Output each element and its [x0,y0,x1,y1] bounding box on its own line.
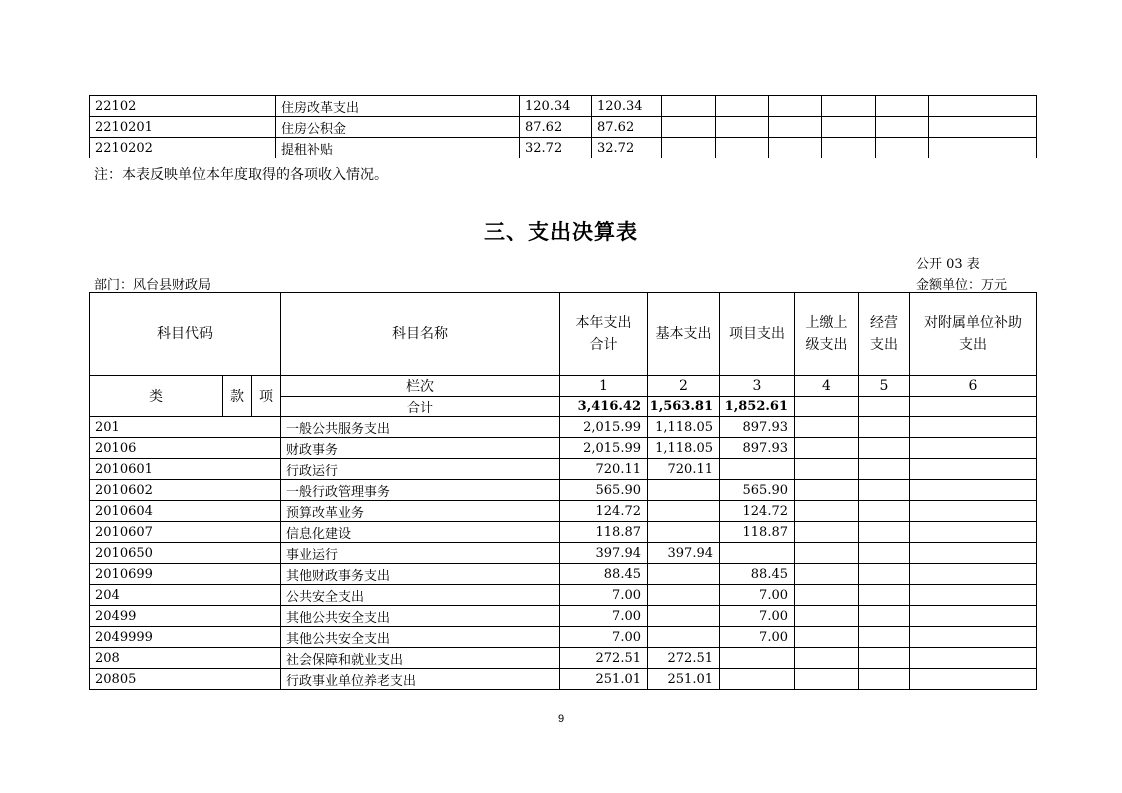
cell-empty [795,522,859,543]
cell-name: 事业运行 [281,543,560,564]
col-number-6: 6 [910,376,1037,397]
cell-empty [929,117,1037,138]
cell-value-2: 120.34 [592,96,662,117]
header-col1-line2: 合计 [589,337,618,353]
cell-empty [859,564,910,585]
col-number-5: 5 [859,376,910,397]
cell-code: 2210201 [90,117,276,138]
cell-value-1: 720.11 [560,459,648,480]
cell-empty [795,669,859,690]
cell-empty [910,543,1037,564]
header-lanci: 栏次 [281,376,560,397]
cell-empty [822,96,876,117]
cell-empty [910,606,1037,627]
cell-value-2: 32.72 [592,138,662,159]
top-table-body [90,96,1037,159]
cell-empty [769,138,822,159]
cell-value-3: 124.72 [720,501,795,522]
cell-empty [859,543,910,564]
cell-empty [716,117,769,138]
cell-name: 信息化建设 [281,522,560,543]
table-row [90,459,1037,480]
cell-value-2 [648,606,720,627]
expenditure-table [89,292,1037,690]
col-number-3: 3 [720,376,795,397]
cell-empty [795,438,859,459]
table-row [90,480,1037,501]
cell-value-1: 565.90 [560,480,648,501]
cell-empty [795,459,859,480]
cell-name: 其他公共安全支出 [281,606,560,627]
header-col4-line1: 上缴上 [805,315,848,331]
cell-value-3: 7.00 [720,585,795,606]
cell-value-3: 7.00 [720,627,795,648]
cell-name: 行政事业单位养老支出 [281,669,560,690]
cell-empty [769,96,822,117]
table-row [90,438,1037,459]
cell-empty [716,96,769,117]
cell-empty [795,648,859,669]
header-col3: 项目支出 [720,293,795,376]
cell-empty [910,585,1037,606]
cell-empty [822,117,876,138]
cell-value-3: 7.00 [720,606,795,627]
cell-value-1: 7.00 [560,585,648,606]
cell-value-2: 272.51 [648,648,720,669]
total-value-3: 1,852.61 [720,397,795,417]
table-row [90,96,1037,117]
cell-value-1: 7.00 [560,627,648,648]
cell-value-3: 118.87 [720,522,795,543]
cell-empty [910,627,1037,648]
cell-empty [662,138,716,159]
table-row [90,585,1037,606]
table-row [90,669,1037,690]
cell-name: 行政运行 [281,459,560,480]
cell-name: 一般行政管理事务 [281,480,560,501]
cell-value-3 [720,543,795,564]
cell-name: 财政事务 [281,438,560,459]
total-value-5 [859,397,910,417]
cell-name: 提租补贴 [276,138,520,159]
table-row [90,627,1037,648]
cell-code: 2010604 [90,501,281,522]
cell-value-1: 120.34 [520,96,592,117]
cell-value-2: 720.11 [648,459,720,480]
header-lei: 类 [90,376,223,417]
amount-unit-label: 金额单位：万元 [916,278,1008,293]
cell-value-3: 565.90 [720,480,795,501]
cell-name: 其他公共安全支出 [281,627,560,648]
cell-empty [910,438,1037,459]
cell-name: 住房公积金 [276,117,520,138]
col-number-1: 1 [560,376,648,397]
cell-value-2 [648,480,720,501]
cell-code: 201 [90,417,281,438]
cell-empty [795,585,859,606]
header-code: 科目代码 [90,293,281,376]
cell-empty [795,606,859,627]
table-note: 注：本表反映单位本年度取得的各项收入情况。 [94,167,388,183]
header-col1-line1: 本年支出 [575,315,632,331]
cell-empty [910,648,1037,669]
cell-value-3: 897.93 [720,438,795,459]
cell-code: 2049999 [90,627,281,648]
department-label: 部门：风台县财政局 [94,278,212,293]
expenditure-table-body [90,417,1037,690]
cell-empty [910,480,1037,501]
cell-empty [876,138,929,159]
cell-name: 社会保障和就业支出 [281,648,560,669]
cell-empty [929,96,1037,117]
header-col6 [910,293,1037,376]
header-col5-line2: 支出 [870,337,898,353]
table-row [90,648,1037,669]
table-code-label: 公开 03 表 [916,257,980,272]
cell-code: 20499 [90,606,281,627]
total-label: 合计 [281,397,560,417]
cell-value-2: 87.62 [592,117,662,138]
table-row [90,501,1037,522]
cell-empty [795,417,859,438]
cell-value-1: 124.72 [560,501,648,522]
total-value-1: 3,416.42 [560,397,648,417]
cell-empty [716,138,769,159]
header-col5-line1: 经营 [870,315,898,331]
header-col5 [859,293,910,376]
cell-value-2: 1,118.05 [648,417,720,438]
header-row [90,293,1037,376]
cell-empty [822,138,876,159]
cell-empty [910,564,1037,585]
table-row [90,138,1037,159]
header-name: 科目名称 [281,293,560,376]
page-title: 三、支出决算表 [484,219,638,244]
cell-name: 其他财政事务支出 [281,564,560,585]
table-row [90,522,1037,543]
cell-empty [876,96,929,117]
cell-code: 2010607 [90,522,281,543]
cell-value-3: 88.45 [720,564,795,585]
cell-value-2 [648,585,720,606]
table-row [90,417,1037,438]
cell-empty [859,459,910,480]
cell-empty [859,522,910,543]
cell-value-2 [648,522,720,543]
cell-value-1: 87.62 [520,117,592,138]
cell-empty [662,117,716,138]
cell-value-2 [648,627,720,648]
cell-value-1: 32.72 [520,138,592,159]
cell-value-1: 397.94 [560,543,648,564]
cell-empty [876,117,929,138]
cell-empty [795,501,859,522]
cell-value-1: 2,015.99 [560,438,648,459]
header-xiang: 项 [252,376,281,417]
header-col1 [560,293,648,376]
cell-empty [795,543,859,564]
cell-value-3 [720,669,795,690]
total-value-4 [795,397,859,417]
header-kuan: 款 [223,376,252,417]
cell-empty [929,138,1037,159]
cell-value-2 [648,501,720,522]
cell-value-2: 251.01 [648,669,720,690]
cell-value-1: 251.01 [560,669,648,690]
table-row [90,564,1037,585]
cell-empty [910,522,1037,543]
page-number: 9 [557,713,565,725]
cell-value-3: 897.93 [720,417,795,438]
cell-name: 公共安全支出 [281,585,560,606]
cell-empty [769,117,822,138]
cell-value-1: 118.87 [560,522,648,543]
cell-empty [859,585,910,606]
cell-value-2: 397.94 [648,543,720,564]
cell-value-3 [720,648,795,669]
cell-code: 208 [90,648,281,669]
cell-empty [910,417,1037,438]
cell-empty [910,669,1037,690]
col-number-4: 4 [795,376,859,397]
cell-name: 一般公共服务支出 [281,417,560,438]
header-col4-line2: 级支出 [805,337,848,353]
header-col4 [795,293,859,376]
header-col6-line2: 支出 [959,337,987,353]
cell-code: 2010699 [90,564,281,585]
cell-code: 2010601 [90,459,281,480]
cell-value-2 [648,564,720,585]
cell-empty [859,606,910,627]
cell-value-1: 88.45 [560,564,648,585]
cell-name: 住房改革支出 [276,96,520,117]
header-col2: 基本支出 [648,293,720,376]
cell-empty [859,627,910,648]
total-value-6 [910,397,1037,417]
cell-value-1: 272.51 [560,648,648,669]
total-value-2: 1,563.81 [648,397,720,417]
cell-empty [859,501,910,522]
cell-code: 20106 [90,438,281,459]
cell-empty [859,438,910,459]
table-row [90,117,1037,138]
header-col6-line1: 对附属单位补助 [924,315,1022,331]
column-number-row [90,376,1037,397]
cell-code: 2010650 [90,543,281,564]
cell-empty [859,669,910,690]
cell-empty [859,648,910,669]
cell-empty [859,480,910,501]
table-row [90,606,1037,627]
cell-empty [662,96,716,117]
cell-code: 22102 [90,96,276,117]
cell-name: 预算改革业务 [281,501,560,522]
cell-empty [795,627,859,648]
cell-value-1: 2,015.99 [560,417,648,438]
cell-value-2: 1,118.05 [648,438,720,459]
cell-value-3 [720,459,795,480]
cell-empty [795,480,859,501]
income-table-continuation [89,95,1037,158]
table-row [90,543,1037,564]
cell-empty [910,501,1037,522]
cell-value-1: 7.00 [560,606,648,627]
cell-code: 2210202 [90,138,276,159]
col-number-2: 2 [648,376,720,397]
cell-code: 2010602 [90,480,281,501]
cell-empty [910,459,1037,480]
cell-empty [859,417,910,438]
cell-code: 20805 [90,669,281,690]
cell-empty [795,564,859,585]
cell-code: 204 [90,585,281,606]
